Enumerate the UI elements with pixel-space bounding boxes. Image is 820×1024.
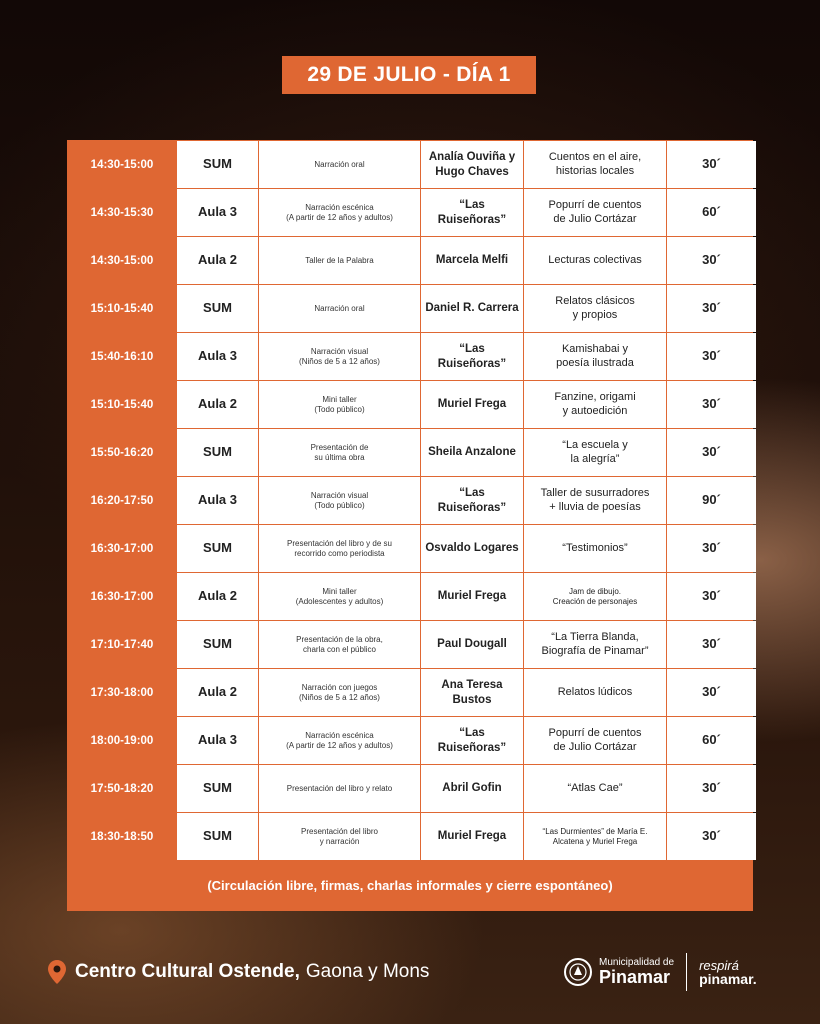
topic-cell: Jam de dibujo. Creación de personajes <box>524 573 666 620</box>
time-cell: 15:10-15:40 <box>90 302 154 315</box>
duration-cell: 30´ <box>667 669 756 716</box>
duration-cell: 30´ <box>667 141 756 188</box>
topic-cell: Relatos lúdicos <box>524 669 666 716</box>
sponsor-logos <box>563 948 757 996</box>
duration-cell: 30´ <box>667 285 756 332</box>
presenter-cell: Abril Gofin <box>421 765 523 812</box>
municipal-seal-icon <box>563 957 593 987</box>
activity-cell: Narración oral <box>259 285 420 332</box>
topic-cell: “La Tierra Blanda, Biografía de Pinamar” <box>524 621 666 668</box>
duration-cell: 30´ <box>667 621 756 668</box>
activity-cell: Narración escénica (A partir de 12 años y adultos) <box>259 717 420 764</box>
duration-cell: 30´ <box>667 237 756 284</box>
footer-note: (Circulación libre, firmas, charlas informales y cierre espontáneo) <box>207 877 613 893</box>
schedule-grid <box>177 141 752 860</box>
location <box>48 958 429 986</box>
presenter-cell: Muriel Frega <box>421 573 523 620</box>
activity-cell: Narración con juegos (Niños de 5 a 12 años) <box>259 669 420 716</box>
location-address: Gaona y Mons <box>305 961 430 982</box>
room-cell: Aula 3 <box>177 717 258 764</box>
municipality-logo <box>599 958 674 986</box>
room-cell: SUM <box>177 285 258 332</box>
brand-line-2: pinamar. <box>699 970 757 987</box>
time-cell: 17:50-18:20 <box>90 782 154 795</box>
room-cell: SUM <box>177 525 258 572</box>
activity-cell: Narración visual (Todo público) <box>259 477 420 524</box>
brand-logo <box>699 959 757 986</box>
time-cell: 17:30-18:00 <box>90 686 154 699</box>
time-cell: 16:20-17:50 <box>90 494 154 507</box>
room-cell: SUM <box>177 141 258 188</box>
time-cell: 15:10-15:40 <box>90 398 154 411</box>
room-cell: Aula 3 <box>177 333 258 380</box>
topic-cell: “La escuela y la alegría” <box>524 429 666 476</box>
time-cell: 18:30-18:50 <box>90 830 154 843</box>
presenter-cell: “Las Ruiseñoras” <box>421 717 523 764</box>
room-cell: Aula 2 <box>177 381 258 428</box>
duration-cell: 30´ <box>667 381 756 428</box>
room-cell: Aula 2 <box>177 573 258 620</box>
time-cell: 15:40-16:10 <box>90 350 154 363</box>
time-cell: 16:30-17:00 <box>90 542 154 555</box>
presenter-cell: Ana Teresa Bustos <box>421 669 523 716</box>
topic-cell: Popurrí de cuentos de Julio Cortázar <box>524 717 666 764</box>
duration-cell: 90´ <box>667 477 756 524</box>
activity-cell: Mini taller (Todo público) <box>259 381 420 428</box>
time-cell: 14:30-15:00 <box>90 254 154 267</box>
presenter-cell: Osvaldo Logares <box>421 525 523 572</box>
location-pin-icon <box>48 960 66 984</box>
time-column <box>67 141 177 861</box>
time-cell: 18:00-19:00 <box>90 734 154 747</box>
activity-cell: Narración oral <box>259 141 420 188</box>
room-cell: SUM <box>177 429 258 476</box>
topic-cell: “Las Durmientes” de María E. Alcatena y Muriel Frega <box>524 813 666 860</box>
time-cell: 15:50-16:20 <box>90 446 154 459</box>
activity-cell: Presentación de la obra, charla con el público <box>259 621 420 668</box>
room-cell: Aula 2 <box>177 669 258 716</box>
time-cell: 14:30-15:30 <box>90 206 154 219</box>
presenter-cell: Sheila Anzalone <box>421 429 523 476</box>
activity-cell: Narración visual (Niños de 5 a 12 años) <box>259 333 420 380</box>
activity-cell: Taller de la Palabra <box>259 237 420 284</box>
topic-cell: Kamishabai y poesía ilustrada <box>524 333 666 380</box>
duration-cell: 60´ <box>667 189 756 236</box>
topic-cell: Cuentos en el aire, historias locales <box>524 141 666 188</box>
activity-cell: Presentación del libro y relato <box>259 765 420 812</box>
activity-cell: Mini taller (Adolescentes y adultos) <box>259 573 420 620</box>
presenter-cell: Daniel R. Carrera <box>421 285 523 332</box>
duration-cell: 30´ <box>667 429 756 476</box>
presenter-cell: Muriel Frega <box>421 381 523 428</box>
time-cell: 16:30-17:00 <box>90 590 154 603</box>
topic-cell: Taller de susurradores + lluvia de poesías <box>524 477 666 524</box>
duration-cell: 30´ <box>667 573 756 620</box>
room-cell: SUM <box>177 621 258 668</box>
topic-cell: “Testimonios” <box>524 525 666 572</box>
presenter-cell: “Las Ruiseñoras” <box>421 333 523 380</box>
topic-cell: Popurrí de cuentos de Julio Cortázar <box>524 189 666 236</box>
room-cell: SUM <box>177 765 258 812</box>
logo-divider <box>686 953 687 991</box>
presenter-cell: “Las Ruiseñoras” <box>421 477 523 524</box>
location-name: Centro Cultural Ostende, <box>75 961 300 982</box>
topic-cell: Fanzine, origami y autoedición <box>524 381 666 428</box>
page-title: 29 DE JULIO - DÍA 1 <box>282 56 536 94</box>
presenter-cell: Marcela Melfi <box>421 237 523 284</box>
room-cell: Aula 3 <box>177 477 258 524</box>
room-cell: Aula 2 <box>177 237 258 284</box>
time-cell: 17:10-17:40 <box>90 638 154 651</box>
muni-big-text: Pinamar <box>599 967 671 987</box>
room-cell: Aula 3 <box>177 189 258 236</box>
muni-small-text: Municipalidad de <box>599 957 675 968</box>
time-cell: 14:30-15:00 <box>90 158 154 171</box>
duration-cell: 30´ <box>667 525 756 572</box>
topic-cell: Relatos clásicos y propios <box>524 285 666 332</box>
duration-cell: 30´ <box>667 765 756 812</box>
presenter-cell: Analía Ouviña y Hugo Chaves <box>421 141 523 188</box>
activity-cell: Narración escénica (A partir de 12 años y adultos) <box>259 189 420 236</box>
presenter-cell: Muriel Frega <box>421 813 523 860</box>
activity-cell: Presentación de su última obra <box>259 429 420 476</box>
activity-cell: Presentación del libro y narración <box>259 813 420 860</box>
duration-cell: 60´ <box>667 717 756 764</box>
topic-cell: “Atlas Cae” <box>524 765 666 812</box>
duration-cell: 30´ <box>667 333 756 380</box>
presenter-cell: “Las Ruiseñoras” <box>421 189 523 236</box>
duration-cell: 30´ <box>667 813 756 860</box>
activity-cell: Presentación del libro y de su recorrido como periodista <box>259 525 420 572</box>
room-cell: SUM <box>177 813 258 860</box>
brand-line-1: respirá <box>699 957 739 973</box>
schedule-table <box>67 140 753 911</box>
topic-cell: Lecturas colectivas <box>524 237 666 284</box>
presenter-cell: Paul Dougall <box>421 621 523 668</box>
